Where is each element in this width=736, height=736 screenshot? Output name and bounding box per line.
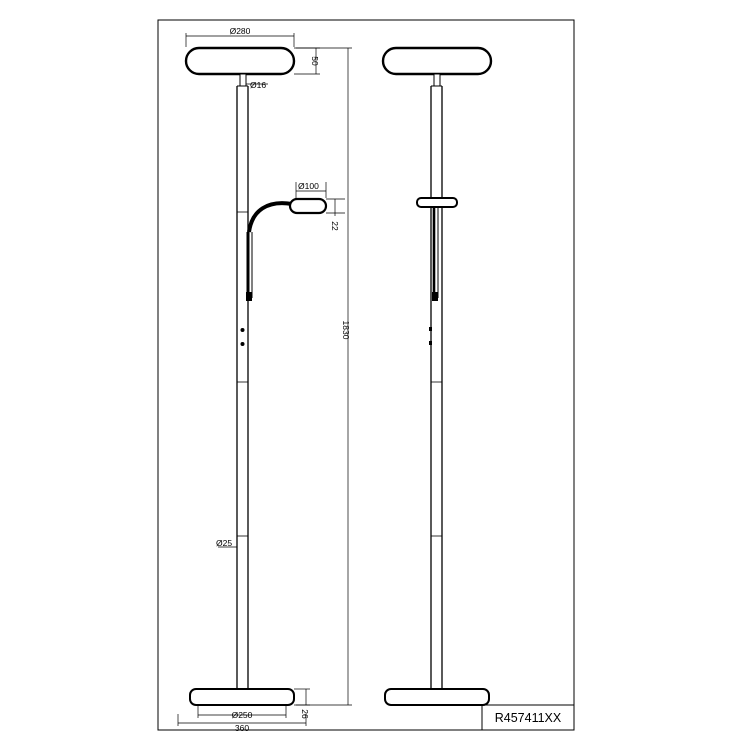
dim-reading-head-height: 22: [330, 221, 340, 231]
lamp-head-front: [383, 48, 491, 74]
drawing-frame: [158, 20, 574, 730]
reading-head: [290, 199, 326, 213]
dim-base-height: 26: [300, 709, 310, 719]
title-block: [482, 705, 574, 730]
reading-arm: [249, 203, 292, 232]
lamp-front-view: [383, 48, 491, 705]
dim-total-height: 1830: [341, 320, 351, 340]
reference-code: R457411XX: [494, 711, 562, 725]
switch-upper-front: [429, 327, 432, 331]
lamp-base-front: [385, 689, 489, 705]
dim-reading-head-diameter: Ø100: [298, 181, 319, 191]
dim-head-height: 50: [310, 56, 320, 66]
switch-lower: [241, 342, 245, 346]
dim-stem-diameter: Ø16: [250, 80, 267, 90]
dim-pole-diameter: Ø25: [216, 538, 233, 548]
dim-head-diameter: Ø280: [229, 26, 251, 36]
reading-head-front: [417, 198, 457, 207]
switch-lower-front: [429, 341, 432, 345]
stem-connector: [240, 74, 246, 86]
dim-base-diameter: Ø250: [231, 710, 253, 720]
lamp-base: [190, 689, 294, 705]
lamp-head: [186, 48, 294, 74]
stem-connector-front: [434, 74, 440, 86]
switch-upper: [241, 328, 245, 332]
lamp-side-view: [178, 26, 352, 733]
dim-total-width: 360: [234, 723, 250, 733]
